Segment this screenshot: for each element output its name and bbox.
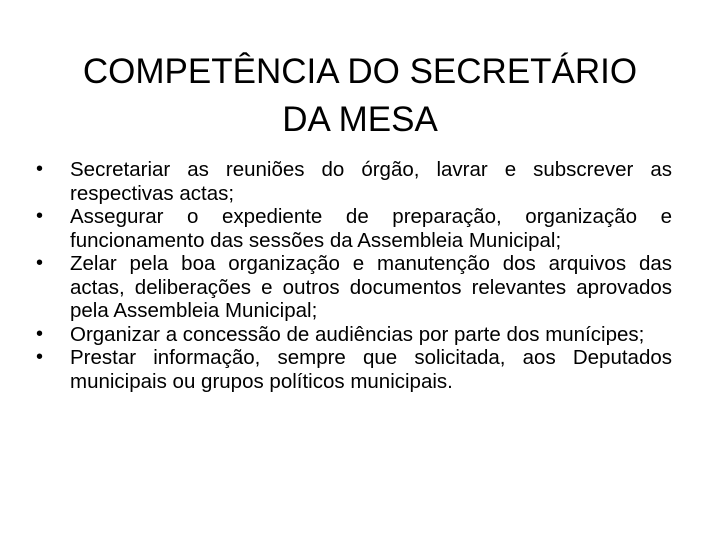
bullet-list	[36, 158, 672, 393]
bullet-text: Zelar pela boa organização e manutenção dos arquivos das actas, deliberações e outros documentos relevantes aprovados pela Assembleia Municipal;	[70, 252, 672, 322]
list-item	[36, 205, 672, 252]
bullet-icon: •	[36, 346, 44, 368]
bullet-text: Prestar informação, sempre que solicitada, aos Deputados municipais ou grupos políticos municipais.	[70, 346, 672, 393]
list-item	[36, 323, 672, 347]
bullet-text: Assegurar o expediente de preparação, organização e funcionamento das sessões da Assembleia Municipal;	[70, 205, 672, 252]
bullet-icon: •	[36, 205, 44, 227]
bullet-icon: •	[36, 158, 44, 180]
bullet-text: Organizar a concessão de audiências por parte dos munícipes;	[70, 322, 645, 346]
slide-title: COMPETÊNCIA DO SECRETÁRIO DA MESA	[82, 52, 638, 139]
list-item	[36, 158, 672, 205]
bullet-icon: •	[36, 322, 44, 345]
list-item	[36, 346, 672, 393]
list-item	[36, 252, 672, 323]
bullet-text: Secretariar as reuniões do órgão, lavrar e subscrever as respectivas actas;	[70, 158, 672, 205]
bullet-icon: •	[36, 252, 44, 274]
